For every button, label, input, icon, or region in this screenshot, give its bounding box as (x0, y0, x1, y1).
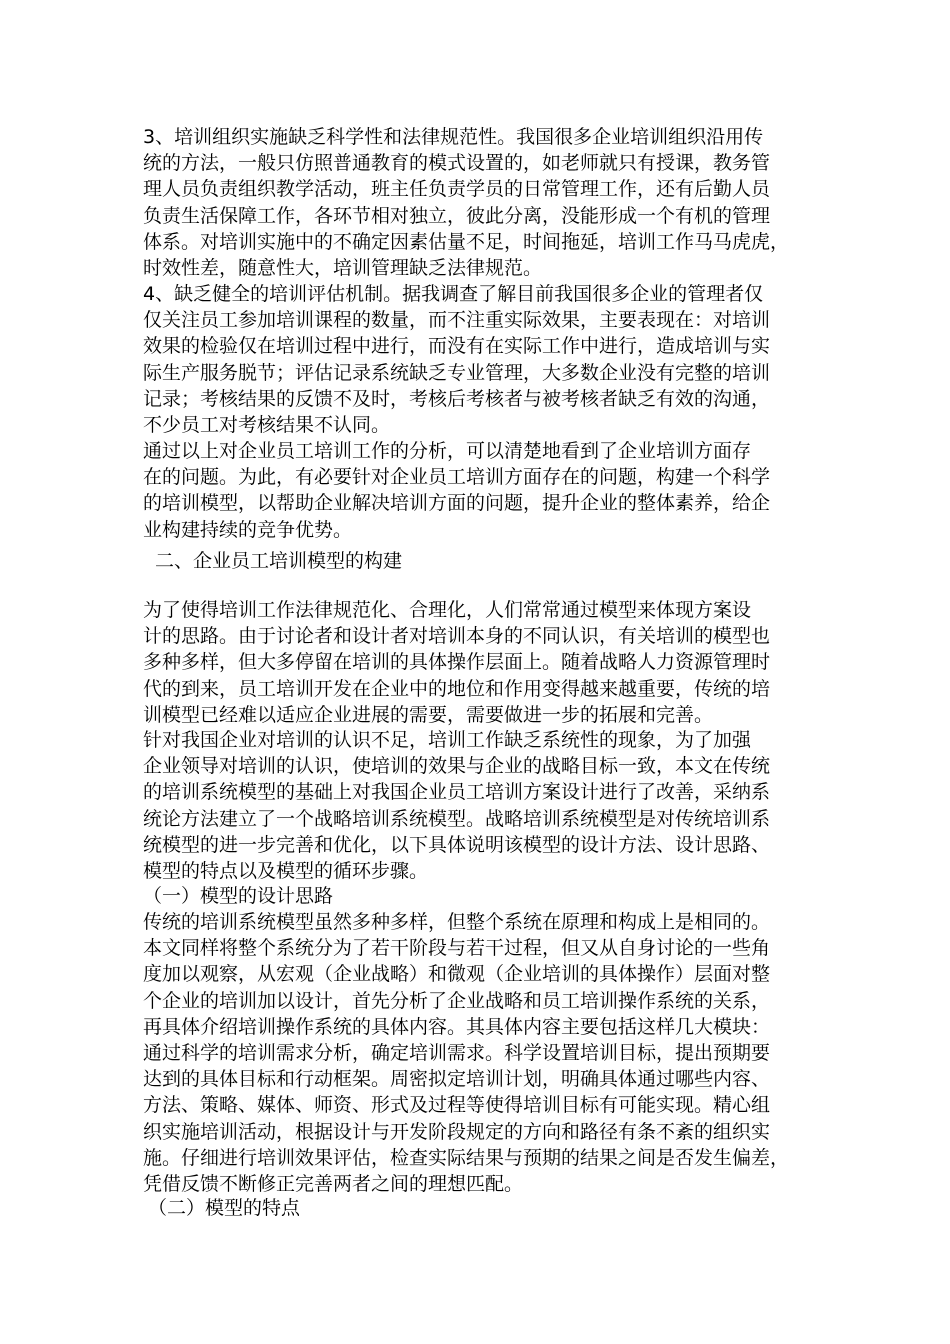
text-line: 时效性差，随意性大，培训管理缺乏法律规范。 (143, 256, 543, 279)
text-line: 统模型的进一步完善和优化，以下具体说明该模型的设计方法、设计思路、 (143, 833, 771, 856)
text-line: 不少员工对考核结果不认同。 (143, 413, 391, 436)
text-line: 统论方法建立了一个战略培训系统模型。战略培训系统模型是对传统培训系 (143, 807, 771, 830)
text-line: 体系。对培训实施中的不确定因素估量不足，时间拖延，培训工作马马虎虎， (143, 230, 790, 253)
text-line: 际生产服务脱节；评估记录系统缺乏专业管理，大多数企业没有完整的培训 (143, 361, 771, 384)
text-line: 仅关注员工参加培训课程的数量，而不注重实际效果，主要表现在：对培训 (143, 309, 771, 332)
text-line: 的培训模型，以帮助企业解决培训方面的问题，提升企业的整体素养，给企 (143, 492, 771, 515)
text-line: 施。仔细进行培训效果评估，检查实际结果与预期的结果之间是否发生偏差， (143, 1146, 790, 1169)
text-line: 记录；考核结果的反馈不及时，考核后考核者与被考核者缺乏有效的沟通， (143, 387, 771, 410)
text-line: 效果的检验仅在培训过程中进行，而没有在实际工作中进行，造成培训与实 (143, 335, 771, 358)
text-line: 度加以观察，从宏观（企业战略）和微观（企业培训的具体操作）层面对整 (143, 963, 771, 986)
paragraph-strategic-model (143, 727, 811, 884)
text-line: 统的方法，一般只仿照普通教育的模式设置的，如老师就只有授课，教务管 (143, 152, 771, 175)
text-line: 个企业的培训加以设计，首先分析了企业战略和员工培训操作系统的关系， (143, 989, 771, 1012)
paragraph-training-organization (143, 124, 811, 281)
text-line: 模型的特点以及模型的循环步骤。 (143, 859, 429, 882)
text-line: 多种多样，但大多停留在培训的具体操作层面上。随着战略人力资源管理时 (143, 651, 771, 674)
text-line: 达到的具体目标和行动框架。周密拟定培训计划，明确具体通过哪些内容、 (143, 1068, 771, 1091)
text-line: 通过科学的培训需求分析，确定培训需求。科学设置培训目标，提出预期要 (143, 1041, 771, 1064)
text-line: 传统的培训系统模型虽然多种多样，但整个系统在原理和构成上是相同的。 (143, 911, 771, 933)
text-line: 业构建持续的竞争优势。 (143, 518, 353, 541)
subsection-heading-design (143, 883, 811, 909)
text-line: 方法、策略、媒体、师资、形式及过程等使得培训目标有可能实现。精心组 (143, 1094, 771, 1117)
text-line: 企业领导对培训的认识，使培训的效果与企业的战略目标一致，本文在传统 (143, 755, 771, 778)
subsection-heading-features: （二）模型的特点 (148, 1197, 301, 1219)
text-line: 织实施培训活动，根据设计与开发阶段规定的方向和路径有条不紊的组织实 (143, 1120, 771, 1143)
text-line: 3、培训组织实施缺乏科学性和法律规范性。我国很多企业培训组织沿用传 (143, 126, 764, 148)
text-line: （一）模型的设计思路 (143, 885, 334, 907)
paragraph-model-purpose (143, 597, 811, 728)
text-line: 负责生活保障工作，各环节相对独立，彼此分离，没能形成一个有机的管理 (143, 204, 771, 227)
text-line: 通过以上对企业员工培训工作的分析，可以清楚地看到了企业培训方面存 (143, 440, 752, 462)
text-line: 本文同样将整个系统分为了若干阶段与若干过程，但又从自身讨论的一些角 (143, 937, 771, 960)
text-line: 再具体介绍培训操作系统的具体内容。其具体内容主要包括这样几大模块： (143, 1015, 771, 1038)
text-line: 计的思路。由于讨论者和设计者对培训本身的不同认识，有关培训的模型也 (143, 625, 771, 648)
text-line: 的培训系统模型的基础上对我国企业员工培训方案设计进行了改善，采纳系 (143, 781, 771, 804)
text-line: 代的到来，员工培训开发在企业中的地位和作用变得越来越重要，传统的培 (143, 677, 771, 700)
text-line: 为了使得培训工作法律规范化、合理化，人们常常通过模型来体现方案设 (143, 599, 752, 621)
text-line: 4、缺乏健全的培训评估机制。据我调查了解目前我国很多企业的管理者仅 (143, 283, 764, 305)
text-line: 针对我国企业对培训的认识不足，培训工作缺乏系统性的现象，为了加强 (143, 729, 752, 751)
text-line: 训模型已经难以适应企业进展的需要，需要做进一步的拓展和完善。 (143, 703, 714, 726)
text-line: 理人员负责组织教学活动，班主任负责学员的日常管理工作，还有后勤人员 (143, 178, 771, 201)
paragraph-design-approach (143, 909, 811, 1197)
text-line: 凭借反馈不断修正完善两者之间的理想匹配。 (143, 1172, 524, 1195)
paragraph-analysis-summary (143, 438, 811, 543)
section-heading: 二、企业员工培训模型的构建 (155, 550, 403, 572)
text-line: 在的问题。为此，有必要针对企业员工培训方面存在的问题，构建一个科学 (143, 466, 771, 489)
paragraph-evaluation-mechanism (143, 281, 811, 438)
